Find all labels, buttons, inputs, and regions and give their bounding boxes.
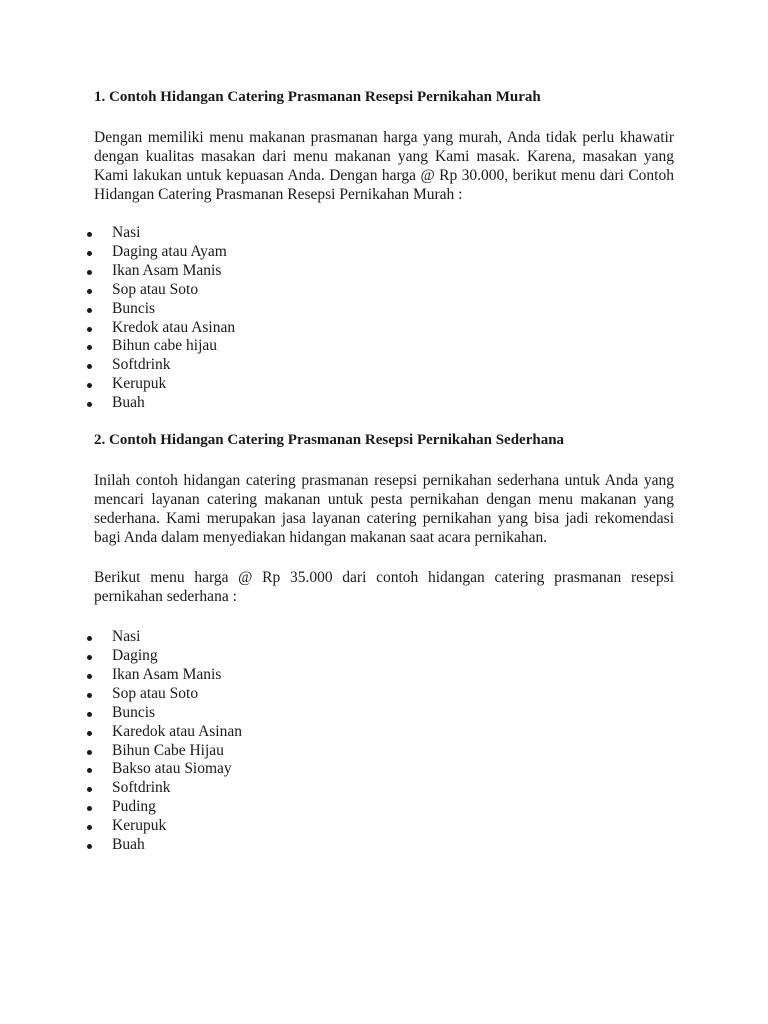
list-item: [94, 300, 674, 319]
bullet-icon: [87, 327, 92, 332]
list-item-text: Softdrink: [112, 779, 171, 797]
list-item-text: Buncis: [112, 703, 156, 721]
bullet-icon: [87, 636, 92, 641]
list-item: [94, 836, 674, 855]
bullet-icon: [87, 232, 92, 237]
list-item: [94, 798, 674, 817]
bullet-icon: [87, 364, 92, 369]
list-item: [94, 723, 674, 742]
list-item: [94, 704, 674, 723]
list-item-text: Ikan Asam Manis: [112, 261, 222, 279]
list-item: [94, 224, 674, 243]
list-item-text: Buncis: [112, 299, 156, 317]
bullet-icon: [87, 345, 92, 350]
list-item-text: Karedok atau Asinan: [112, 722, 242, 740]
list-item: [94, 628, 674, 647]
list-item-text: Kredok atau Asinan: [112, 318, 236, 336]
bullet-icon: [87, 806, 92, 811]
list-item-text: Bihun Cabe Hijau: [112, 741, 224, 759]
list-item: [94, 760, 674, 779]
list-item: [94, 319, 674, 338]
bullet-icon: [87, 787, 92, 792]
bullet-icon: [87, 750, 92, 755]
list-item-text: Daging: [112, 646, 158, 664]
list-item: [94, 647, 674, 666]
list-item: [94, 817, 674, 836]
list-item: [94, 337, 674, 356]
section-1-menu-list: [94, 224, 674, 413]
bullet-icon: [87, 674, 92, 679]
list-item: [94, 243, 674, 262]
section-2-paragraph: Inilah contoh hidangan catering prasmanan resepsi pernikahan sederhana untuk Anda yang mencari layanan catering makanan untuk pesta pernikahan dengan menu makanan yang sederhana. Kami merupakan jasa layanan catering pernikahan yang bisa jadi rekomendasi bagi Anda dalam menyediakan hidangan makanan saat acara pernikahan.: [94, 472, 674, 547]
list-item: [94, 281, 674, 300]
list-item: [94, 356, 674, 375]
bullet-icon: [87, 402, 92, 407]
bullet-icon: [87, 655, 92, 660]
section-1-heading: 1. Contoh Hidangan Catering Prasmanan Resepsi Pernikahan Murah: [94, 89, 541, 105]
section-2-price-paragraph: Berikut menu harga @ Rp 35.000 dari contoh hidangan catering prasmanan resepsi pernikahan sederhana :: [94, 569, 674, 606]
list-item-text: Nasi: [112, 224, 141, 241]
list-item-text: Daging atau Ayam: [112, 242, 227, 260]
list-item-text: Buah: [112, 394, 145, 412]
section-1-paragraph: Dengan memiliki menu makanan prasmanan harga yang murah, Anda tidak perlu khawatir dengan kualitas masakan dari menu makanan yang Kami masak. Karena, masakan yang Kami lakukan untuk kepuasan Anda. Dengan harga @ Rp 30.000, berikut menu dari Contoh Hidangan Catering Prasmanan Resepsi Pernikahan Murah :: [94, 129, 674, 203]
document-page: [94, 86, 674, 855]
bullet-icon: [87, 251, 92, 256]
list-item-text: Bakso atau Siomay: [112, 760, 232, 778]
list-item-text: Kerupuk: [112, 375, 167, 393]
list-item: [94, 666, 674, 685]
list-item-text: Puding: [112, 798, 156, 816]
list-item-text: Ikan Asam Manis: [112, 665, 222, 683]
list-item-text: Buah: [112, 836, 145, 854]
bullet-icon: [87, 731, 92, 736]
list-item: [94, 375, 674, 394]
bullet-icon: [87, 308, 92, 313]
list-item-text: Softdrink: [112, 356, 171, 374]
bullet-icon: [87, 693, 92, 698]
bullet-icon: [87, 768, 92, 773]
bullet-icon: [87, 289, 92, 294]
bullet-icon: [87, 270, 92, 275]
list-item: [94, 394, 674, 413]
bullet-icon: [87, 712, 92, 717]
bullet-icon: [87, 825, 92, 830]
list-item-text: Nasi: [112, 628, 141, 646]
section-2-heading: 2. Contoh Hidangan Catering Prasmanan Resepsi Pernikahan Sederhana: [94, 432, 565, 449]
list-item-text: Sop atau Soto: [112, 280, 199, 298]
bullet-icon: [87, 383, 92, 388]
list-item: [94, 779, 674, 798]
list-item: [94, 262, 674, 281]
bullet-icon: [87, 844, 92, 849]
list-item-text: Sop atau Soto: [112, 684, 199, 702]
list-item: [94, 685, 674, 704]
list-item: [94, 742, 674, 761]
list-item-text: Kerupuk: [112, 817, 167, 835]
section-2-menu-list: [94, 628, 674, 855]
list-item-text: Bihun cabe hijau: [112, 337, 218, 355]
